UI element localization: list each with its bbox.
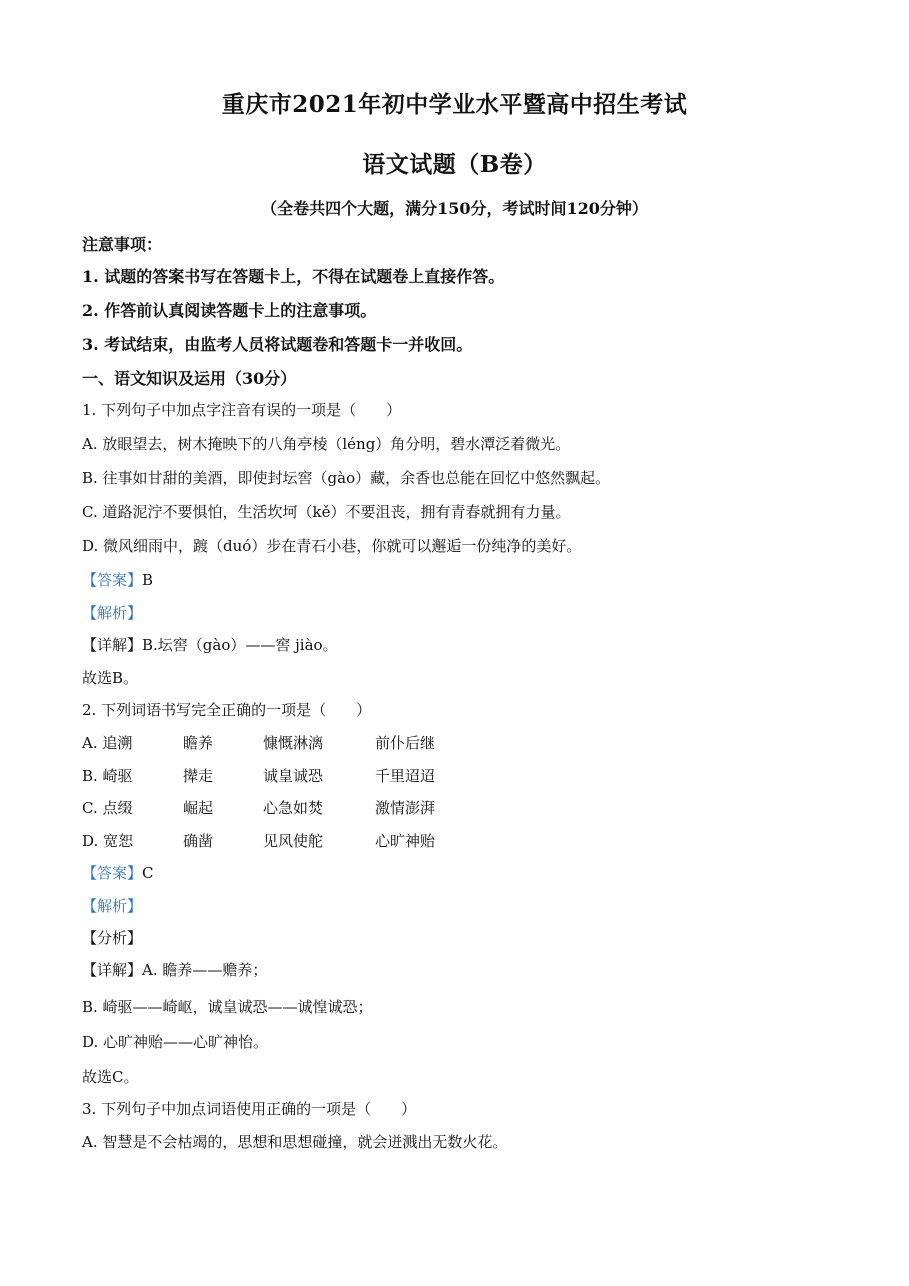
detail-line: 【详解】A. 瞻养——赡养； (82, 961, 268, 979)
word-option: 慷慨淋漓 (263, 734, 324, 752)
notice-item: 3. 考试结束，由监考人员将试题卷和答题卡一并收回。 (82, 335, 473, 354)
conclusion-line: 故选B。 (82, 669, 139, 687)
answer-tag: 【答案】 (82, 571, 143, 589)
question-stem: 2. 下列词语书写完全正确的一项是（ ） (82, 701, 372, 719)
answer-line (82, 862, 154, 883)
word-option: D. 宽恕 (82, 832, 134, 850)
analysis-tag: 【解析】 (82, 897, 143, 915)
word-option: 诚皇诚恐 (263, 767, 324, 785)
analysis-tag: 【解析】 (82, 604, 143, 622)
notice-item: 2. 作答前认真阅读答题卡上的注意事项。 (82, 301, 377, 320)
question-option: A. 放眼望去，树木掩映下的八角亭棱（léng）角分明，碧水潭泛着微光。 (82, 435, 571, 453)
word-option: C. 点缀 (82, 799, 133, 817)
word-option: 前仆后继 (375, 734, 436, 752)
exam-title: 重庆市2021年初中学业水平暨高中招生考试 (221, 91, 688, 118)
question-option: A. 智慧是不会枯竭的，思想和思想碰撞，就会迸溅出无数火花。 (82, 1133, 508, 1151)
question-option: C. 道路泥泞不要惧怕，生活坎坷（kě）不要沮丧，拥有青春就拥有力量。 (82, 503, 571, 521)
word-option: 瞻养 (183, 734, 214, 752)
detail-line: D. 心旷神贻——心旷神怡。 (82, 1033, 269, 1051)
detail-line: B. 崎驱——崎岖，诚皇诚恐——诚惶诚恐； (82, 998, 373, 1016)
exam-subtitle: 语文试题（B卷） (362, 151, 547, 178)
question-option: D. 微风细雨中，踱（duó）步在青石小巷，你就可以邂逅一份纯净的美好。 (82, 537, 582, 555)
exam-info: （全卷共四个大题，满分150分，考试时间120分钟） (261, 199, 648, 218)
notice-heading: 注意事项： (82, 235, 163, 254)
word-option: A. 追溯 (82, 734, 133, 752)
word-option: B. 崎驱 (82, 767, 133, 785)
answer-line (82, 569, 153, 590)
question-stem: 3. 下列句子中加点词语使用正确的一项是（ ） (82, 1100, 417, 1118)
answer-value: C (142, 864, 154, 882)
word-option: 心急如焚 (263, 799, 324, 817)
notice-item: 1. 试题的答案书写在答题卡上，不得在试题卷上直接作答。 (82, 267, 505, 286)
detail-line: 【详解】B.坛窖（gào）——窖 jiào。 (82, 636, 338, 654)
word-option: 崛起 (183, 799, 214, 817)
question-option: B. 往事如甘甜的美酒，即使封坛窖（gào）藏，余香也总能在回忆中悠然飘起。 (82, 469, 611, 487)
word-option: 见风使舵 (263, 832, 324, 850)
word-option: 确凿 (183, 832, 214, 850)
word-option: 千里迢迢 (375, 767, 436, 785)
word-option: 激情澎湃 (375, 799, 436, 817)
answer-value: B (142, 571, 154, 589)
answer-tag: 【答案】 (82, 864, 143, 882)
word-option: 心旷神贻 (375, 832, 436, 850)
fenxi-tag: 【分析】 (82, 929, 143, 947)
section-heading: 一、语文知识及运用（30分） (82, 369, 297, 388)
conclusion-line: 故选C。 (82, 1068, 139, 1086)
question-stem: 1. 下列句子中加点字注音有误的一项是（ ） (82, 401, 402, 419)
word-option: 撵走 (183, 767, 214, 785)
